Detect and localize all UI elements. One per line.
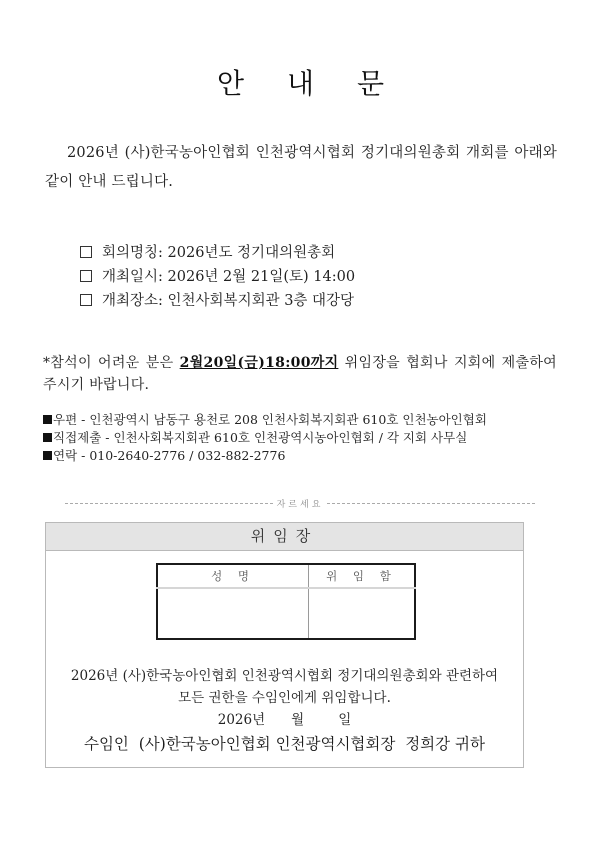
note-prefix: *참석이 어려운 분은 [43, 355, 180, 371]
date-day: 일 [338, 712, 352, 728]
note-suffix: 위임장을 협회나 지회에 제출하여 주시기 바랍니다. [43, 355, 557, 393]
separator: - [77, 448, 90, 463]
deadline-text: 2월20일(금)18:00까지 [179, 355, 339, 371]
detail-value: 2026년 2월 21일(토) 14:00 [167, 269, 356, 285]
black-square-icon [43, 451, 52, 460]
header-name: 성 명 [157, 564, 309, 588]
colon: : [158, 293, 168, 309]
contact-value: 010-2640-2776 / 032-882-2776 [89, 448, 286, 463]
contact-line-direct [43, 429, 487, 447]
table-row [157, 588, 415, 639]
cut-here-label: 자르세요 [276, 499, 324, 510]
black-square-icon [43, 433, 52, 442]
proxy-deadline-note [43, 352, 557, 396]
separator: - [101, 430, 114, 445]
detail-item-venue [80, 289, 355, 313]
checkbox-empty-icon [80, 294, 92, 306]
separator: - [77, 412, 90, 427]
dashed-line [327, 503, 535, 504]
dashed-line [65, 503, 273, 504]
document-title [0, 66, 600, 102]
contact-line-mail [43, 411, 487, 429]
detail-item-datetime [80, 265, 355, 289]
intro-paragraph: 2026년 (사)한국농아인협회 인천광역시협회 정기대의원총회 개회를 아래와 같이 안내 드립니다. [45, 145, 557, 190]
title-char: 내 [287, 67, 315, 100]
signature-field[interactable] [309, 588, 416, 639]
date-year: 2026년 [217, 712, 266, 728]
header-delegator: 위 임 함 [309, 564, 416, 588]
cut-line [65, 496, 535, 510]
proxy-statement [46, 665, 523, 731]
statement-line: 모든 권한을 수임인에게 위임합니다. [178, 690, 391, 706]
name-field[interactable] [157, 588, 309, 639]
date-month: 월 [291, 712, 305, 728]
recipient-line: 수임인 (사)한국농아인협회 인천광역시협회장 정희강 귀하 [83, 735, 485, 753]
contact-value: 인천광역시 남동구 용천로 208 인천사회복지회관 610호 인천농아인협회 [89, 412, 487, 427]
date-line [46, 709, 523, 731]
submission-contacts [43, 411, 487, 465]
signature-table [156, 563, 416, 640]
contact-label: 직접제출 [53, 430, 102, 445]
detail-value: 인천사회복지회관 3층 대강당 [167, 293, 355, 309]
detail-item-meeting-name [80, 241, 355, 265]
checkbox-empty-icon [80, 246, 92, 258]
contact-label: 연락 [53, 448, 78, 463]
contact-value: 인천사회복지회관 610호 인천광역시농아인협회 / 각 지회 사무실 [113, 430, 468, 445]
contact-line-phone [43, 447, 487, 465]
title-char: 안 [217, 67, 245, 100]
detail-label: 개최일시 [102, 269, 159, 285]
checkbox-empty-icon [80, 270, 92, 282]
statement-line: 2026년 (사)한국농아인협회 인천광역시협회 정기대의원총회와 관련하여 [70, 668, 499, 684]
black-square-icon [43, 415, 52, 424]
proxy-form-title: 위임장 [46, 523, 523, 551]
meeting-details-list [80, 241, 355, 313]
detail-label: 회의명칭 [102, 245, 159, 261]
colon: : [158, 269, 168, 285]
detail-value: 2026년도 정기대의원총회 [167, 245, 336, 261]
colon: : [158, 245, 168, 261]
detail-label: 개최장소 [102, 293, 159, 309]
proxy-form [45, 522, 524, 768]
title-char: 문 [357, 67, 385, 100]
contact-label: 우편 [53, 412, 78, 427]
